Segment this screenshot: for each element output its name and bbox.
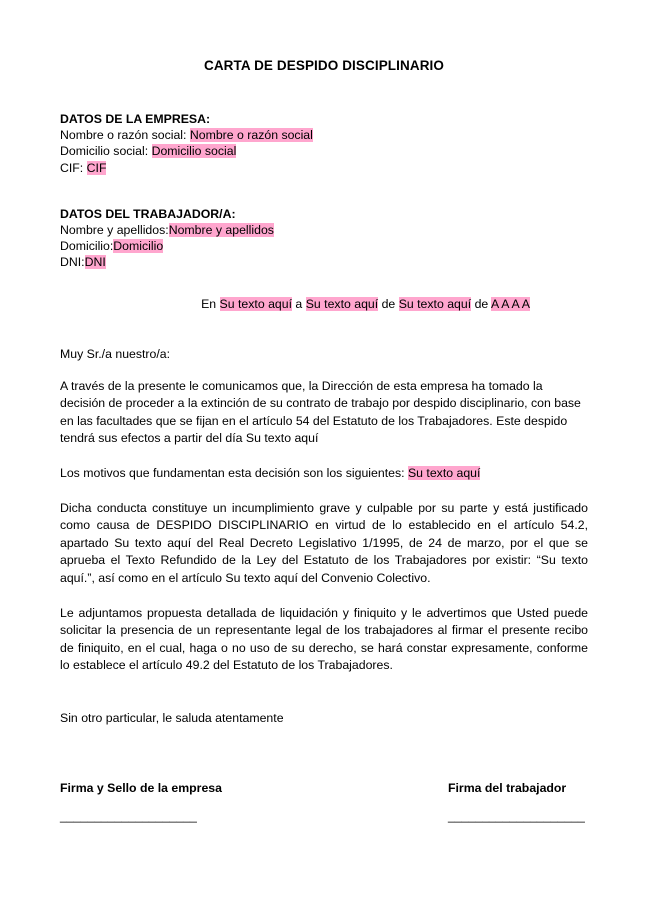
motives-placeholder-value[interactable]: Su texto aquí: [407, 466, 481, 480]
company-address-value[interactable]: Domicilio social: [151, 144, 237, 159]
worker-field-row: [60, 254, 588, 270]
date-separator-de-2: de: [471, 296, 491, 311]
spacer-above-company-section: [60, 73, 588, 111]
worker-signature-label: Firma del trabajador: [448, 780, 567, 795]
spacer-above-worker-section: [60, 176, 588, 206]
worker-address-value[interactable]: Domicilio: [113, 239, 164, 254]
date-day-value[interactable]: Su texto aquí: [305, 296, 379, 311]
company-cif-value[interactable]: CIF: [86, 160, 107, 175]
worker-dni-label: DNI:: [60, 255, 85, 270]
date-separator-a: a: [292, 296, 306, 311]
date-place-value[interactable]: Su texto aquí: [219, 296, 293, 311]
date-separator-de-1: de: [378, 296, 399, 311]
company-cif-label: CIF:: [60, 160, 87, 175]
company-name-label: Nombre o razón social:: [60, 128, 190, 143]
company-signature-label: Firma y Sello de la empresa: [60, 780, 222, 795]
worker-signature-block: [448, 781, 585, 823]
company-signature-line[interactable]: ____________________: [60, 808, 197, 823]
company-field-row: [60, 143, 588, 159]
worker-name-label: Nombre y apellidos:: [60, 223, 169, 238]
worker-section-heading: DATOS DEL TRABAJADOR/A:: [60, 206, 236, 221]
company-address-label: Domicilio social:: [60, 144, 152, 159]
motives-prefix: Los motivos que fundamentan esta decisión son los siguientes:: [60, 466, 408, 480]
letter-paragraph-finiquito: Le adjuntamos propuesta detallada de liquidación y finiquito y le advertimos que Usted puede solicitar la presencia de un representante legal de los trabajadores al firmar el presente recibo de finiquito, en el cual, haga o no uso de su derecho, se hará constar expresamente, conforme lo establece el artículo 49.2 del Estatuto de los Trabajadores.: [60, 605, 588, 673]
letter-paragraph-motives: [60, 465, 588, 483]
letter-paragraph-legal-basis: Dicha conducta constituye un incumplimiento grave y culpable por su parte y está justificado como causa de DESPIDO DISCIPLINARIO en virtud de lo establecido en el artículo 54.2, apartado Su texto aquí del Real Decreto Legislativo 1/1995, de 24 de marzo, por el que se aprueba el Texto Refundido de la Ley del Estatuto de los Trabajadores por existir: “Su texto aquí.”, así como en el artículo Su texto aquí del Convenio Colectivo.: [60, 500, 588, 585]
worker-field-row: [60, 222, 588, 238]
company-signature-block: [60, 781, 448, 823]
worker-field-row: [60, 238, 588, 254]
worker-dni-value[interactable]: DNI: [84, 255, 106, 270]
signature-area: [60, 781, 588, 823]
letter-greeting: Muy Sr./a nuestro/a:: [60, 346, 171, 361]
date-line: [60, 297, 588, 311]
worker-name-value[interactable]: Nombre y apellidos: [168, 223, 274, 238]
company-section-heading: DATOS DE LA EMPRESA:: [60, 112, 211, 126]
company-field-row: [60, 160, 588, 176]
date-prefix: En: [201, 296, 220, 311]
letter-closing: Sin otro particular, le saluda atentamente: [60, 710, 284, 725]
page-title: CARTA DE DESPIDO DISCIPLINARIO: [203, 58, 444, 73]
company-name-value[interactable]: Nombre o razón social: [189, 128, 313, 143]
worker-address-label: Domicilio:: [60, 239, 114, 254]
company-field-row: [60, 127, 588, 143]
company-data-section: [60, 111, 588, 176]
worker-data-section: [60, 206, 588, 271]
date-month-value[interactable]: Su texto aquí: [398, 296, 472, 311]
date-year-value[interactable]: A A A A: [491, 296, 530, 311]
worker-signature-line[interactable]: ____________________: [448, 808, 585, 823]
letter-paragraph-notice: A través de la presente le comunicamos que, la Dirección de esta empresa ha tomado la decisión de proceder a la extinción de su contrato de trabajo por despido disciplinario, con base en las facultades que se fijan en el artículo 54 del Estatuto de los Trabajadores. Este despido tendrá sus efectos a partir del día Su texto aquí: [60, 378, 581, 446]
